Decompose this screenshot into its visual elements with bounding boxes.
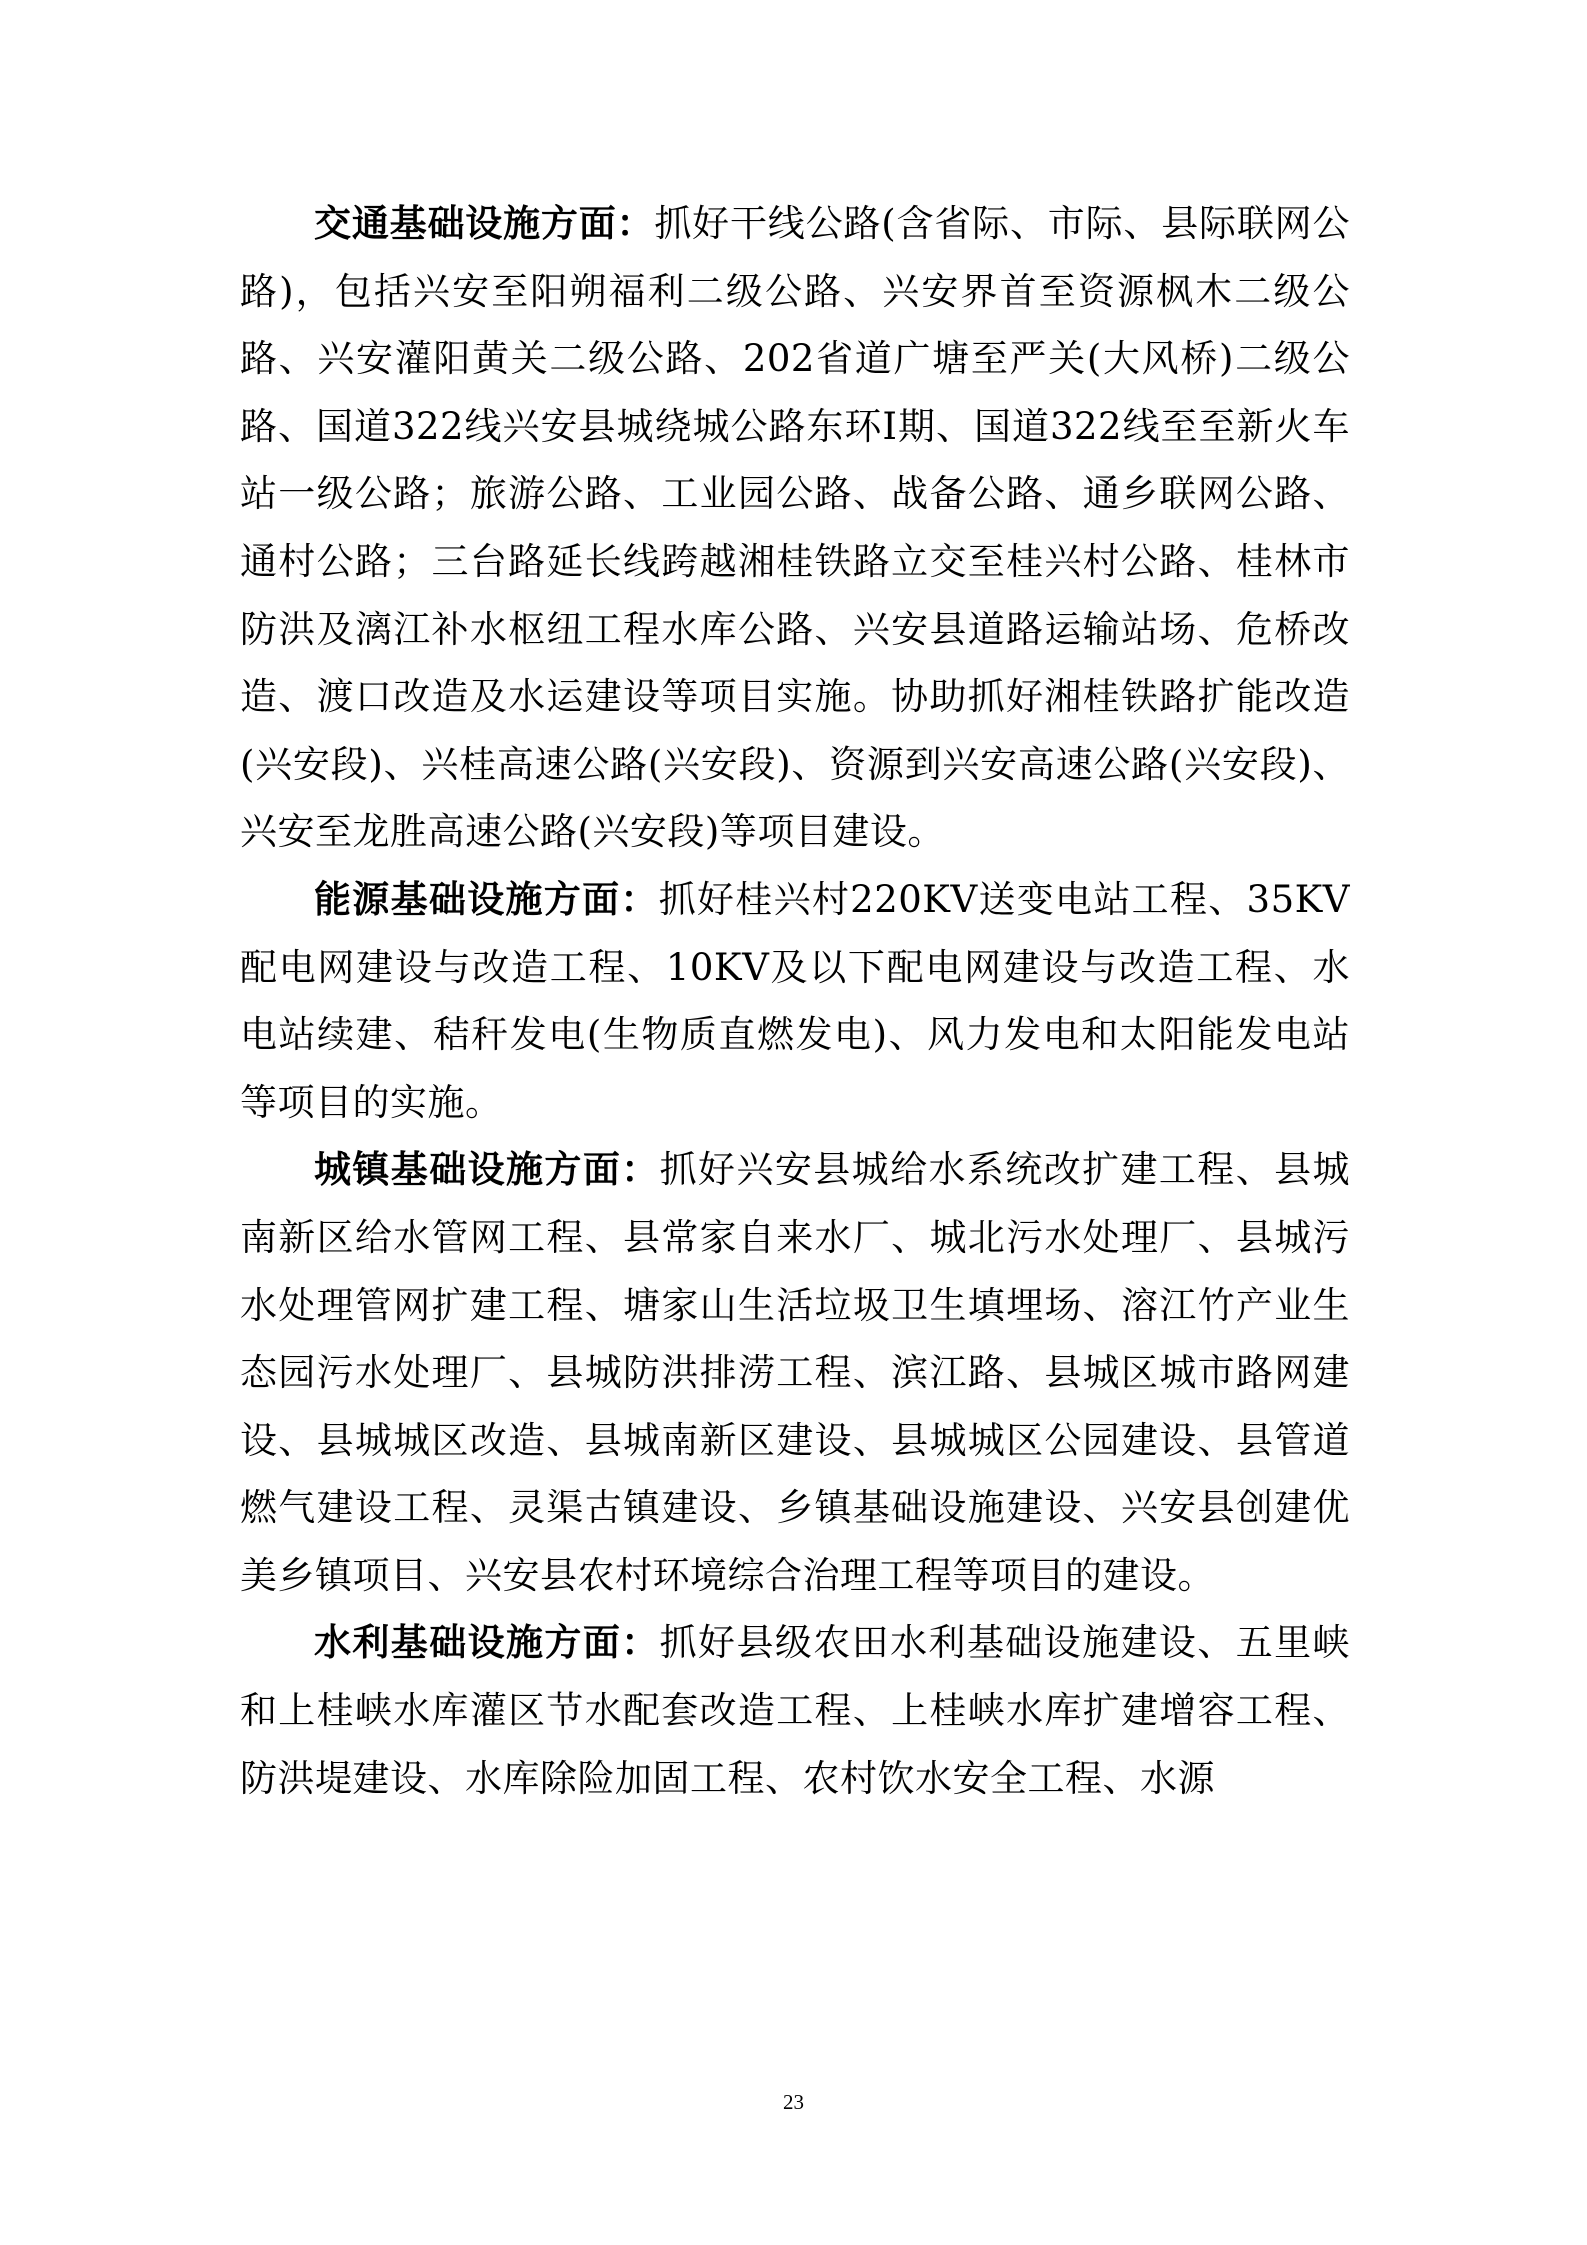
paragraph-heading-water: 水利基础设施方面： [314,1620,660,1665]
paragraph-energy [240,866,1350,1136]
paragraph-water [240,1609,1350,1812]
page-number: 23 [783,2090,804,2114]
paragraph-body-energy: 抓好桂兴村220KV送变电站工程、35KV配电网建设与改造工程、10KV及以下配电网建设与改造工程、水电站续建、秸秆发电(生物质直燃发电)、风力发电和太阳能发电站等项目的实施。 [240,877,1350,1124]
paragraph-heading-energy: 能源基础设施方面： [314,876,659,921]
paragraph-heading-urban: 城镇基础设施方面： [314,1147,660,1192]
paragraph-body-water: 抓好县级农田水利基础设施建设、五里峡和上桂峡水库灌区节水配套改造工程、上桂峡水库扩建增容工程、防洪堤建设、水库除险加固工程、农村饮水安全工程、水源 [240,1621,1351,1800]
paragraph-body-transport: 抓好干线公路(含省际、市际、县际联网公路)，包括兴安至阳朔福利二级公路、兴安界首至资源枫木二级公路、兴安灌阳黄关二级公路、202省道广塘至严关(大风桥)二级公路、国道322线兴安县城绕城公路东环Ⅰ期、国道322线至至新火车站一级公路；旅游公路、工业园公路、战备公路、通乡联网公路、通村公路；三台路延长线跨越湘桂铁路立交至桂兴村公路、桂林市防洪及漓江补水枢纽工程水库公路、兴安县道路运输站场、危桥改造、渡口改造及水运建设等项目实施。协助抓好湘桂铁路扩能改造(兴安段)、兴桂高速公路(兴安段)、资源到兴安高速公路(兴安段)、兴安至龙胜高速公路(兴安段)等项目建设。 [240,202,1351,854]
paragraph-transport [240,190,1350,866]
paragraph-body-urban: 抓好兴安县城给水系统改扩建工程、县城南新区给水管网工程、县常家自来水厂、城北污水处理厂、县城污水处理管网扩建工程、塘家山生活垃圾卫生填埋场、溶江竹产业生态园污水处理厂、县城防洪排涝工程、滨江路、县城区城市路网建设、县城城区改造、县城南新区建设、县城城区公园建设、县管道燃气建设工程、灵渠古镇建设、乡镇基础设施建设、兴安县创建优美乡镇项目、兴安县农村环境综合治理工程等项目的建设。 [240,1148,1351,1597]
paragraph-heading-transport: 交通基础设施方面： [314,201,655,245]
document-body [240,190,1350,1812]
paragraph-urban [240,1136,1350,1609]
